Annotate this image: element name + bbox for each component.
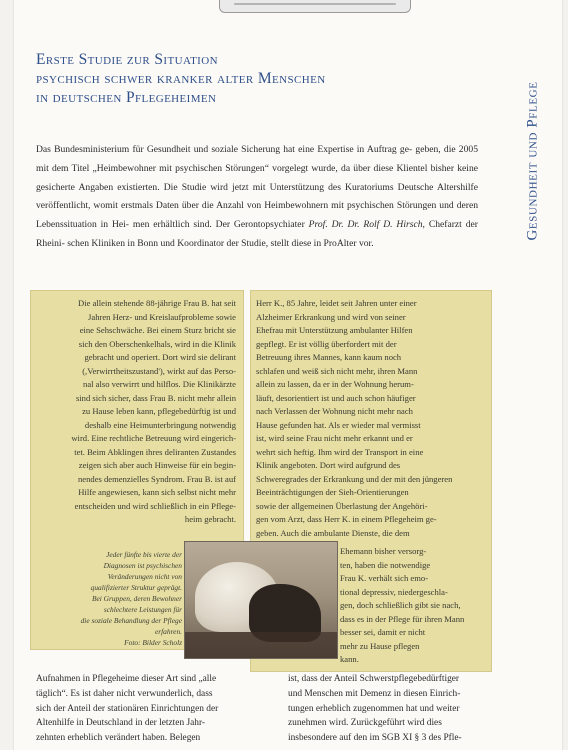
case-line: (,Verwirrtheitszustand'), wirkt auf das Perso- xyxy=(82,365,236,376)
caption-line: die soziale Behandlung der Pflege xyxy=(80,616,182,625)
case-line: Ehemann bisher versorg- xyxy=(340,546,427,556)
body-line: Altenhilfe in Deutschland in der letzten Jahr- xyxy=(36,718,206,729)
case-line: nendes demenzielles Syndrom. Frau B. ist auf xyxy=(78,473,236,484)
body-text-left xyxy=(36,672,246,746)
case-line: mehr zu Hause pflegen xyxy=(340,640,420,651)
body-line: tungen erheblich zugenommen hat und weiter xyxy=(288,703,460,714)
case-line: Hause gefunden hat. Als er wieder mal vermisst xyxy=(256,419,421,430)
case-line: nal also verwirrt und hilflos. Die Klinikärzte xyxy=(83,379,236,389)
case-line: nach Verlassen der Wohnung nicht mehr nach xyxy=(256,406,413,416)
case-line: sowie der allgemeinen Überlastung der Angehöri- xyxy=(256,500,428,511)
caption-line: Jeder fünfte bis vierte der xyxy=(106,550,182,559)
case-line: Hilfe angewiesen, kann sich selbst nicht mehr xyxy=(78,487,236,497)
case-line: gebracht und operiert. Dort wird sie delirant xyxy=(84,352,236,362)
caption-line: Bei Gruppen, deren Bewohner xyxy=(91,594,182,603)
case-line: gen vom Arzt, dass Herr K. in einem Pflegeheim ge- xyxy=(256,514,437,524)
case-line: zeigen sich aber auch Hinweise für ein begin- xyxy=(78,460,236,470)
case-line: kann. xyxy=(340,654,359,664)
intro-line: da über diese Klientel bisher keine gesicherte Angaben existierten. Die Studie wird jetzt mit xyxy=(36,162,478,193)
case-line: Ehefrau mit Unterstützung ambulanter Hilfen xyxy=(256,325,413,335)
case-line: heim gebracht. xyxy=(184,514,236,524)
article-title xyxy=(36,50,476,107)
case-line: wird. Eine rechtliche Betreuung wird eingerich- xyxy=(71,433,236,443)
case-line: Die allein stehende 88-jährige Frau B. hat seit xyxy=(78,298,236,308)
case-line: zu Hause leben kann, pflegebedürftig ist und xyxy=(82,406,236,416)
body-text-right xyxy=(288,672,492,746)
intro-line: schen Kliniken in Bonn und Koordinator der Studie, stellt diese in ProAlter vor. xyxy=(67,237,374,249)
body-line: sich der Anteil der stationären Einrichtungen der xyxy=(36,703,219,714)
intro-line: Unterstützung des Kuratoriums Deutsche Altershilfe veröffentlicht, womit erstmals Daten über xyxy=(36,181,478,212)
body-line: täglich“. Es ist daher nicht verwunderlich, dass xyxy=(36,688,213,699)
case-line: Herr K., 85 Jahre, leidet seit Jahren unter einer xyxy=(256,298,417,308)
case-line: eine Sehschwäche. Bei einem Sturz bricht sie xyxy=(79,325,236,335)
case-line: gepflegt. Er ist völlig überfordert mit der xyxy=(256,338,397,349)
caption-line: Veränderungen nicht von xyxy=(107,572,182,581)
binder-clip xyxy=(219,0,411,13)
intro-line: men erhältlich sind. Der Gerontopsychiater xyxy=(132,219,305,231)
section-label xyxy=(515,46,551,276)
photo-shadow xyxy=(185,632,337,658)
case-line: ten, haben die notwendige xyxy=(340,559,431,570)
case-line: wehrt sich heftig. Ihm wird der Transport in eine xyxy=(256,446,424,457)
intro-line: Das Bundesministerium für Gesundheit und soziale Sicherung hat eine Expertise in Auftrag ge- xyxy=(36,144,413,155)
case-line: Schweregrades der Erkrankung und der mit den jüngeren xyxy=(256,473,453,484)
case-line: läuft, desorientiert ist und auch schon häufiger xyxy=(256,392,416,403)
case-line: geben. Auch die ambulante Dienste, die dem xyxy=(256,527,410,538)
case-text-left xyxy=(36,297,236,527)
case-line: allein zu lassen, da er in der Wohnung herum- xyxy=(256,379,414,389)
case-line: tet. Beim Abklingen ihres deliranten Zustandes xyxy=(74,446,236,457)
section-label-text: Gesundheit und Pflege xyxy=(524,81,541,241)
caption-line: schlechtere Leistungen für xyxy=(103,605,182,614)
caption-line: Diagnosen ist psychischen xyxy=(103,561,182,570)
photo-caption xyxy=(56,549,182,648)
body-line: zehnten erheblich verändert haben. Belegen xyxy=(36,733,201,744)
case-line: sich den Oberschenkelhals, wird in die Klinik xyxy=(78,338,236,349)
case-line: gen, doch schließlich gibt sie nach, xyxy=(340,600,461,610)
case-line: Beeinträchtigungen der Sieh-Orientierungen xyxy=(256,487,409,497)
case-line: tional depressiv, niedergeschla- xyxy=(340,586,448,597)
case-line: Klinik angeboten. Dort wird aufgrund des xyxy=(256,460,401,470)
body-line: und Menschen mit Demenz in diesen Einrich- xyxy=(288,688,461,699)
article-photo xyxy=(184,541,338,659)
intro-line: geben, die 2005 mit dem Titel „Heimbewohner mit psychischen Störungen“ vorgelegt wurde, xyxy=(36,144,478,174)
body-line: insbesondere auf den im SGB XI § 3 des Pfle- xyxy=(288,733,462,744)
case-line: sind sich sicher, dass Frau B. nicht mehr allein xyxy=(75,392,236,403)
case-line: Jahren Herz- und Kreislaufprobleme sowie xyxy=(88,311,236,322)
case-line: Frau K. verhält sich emo- xyxy=(340,573,429,583)
intro-line: die Anzahl von Heimbewohnern mit psychischen Störungen und deren Lebenssituation in Hei- xyxy=(36,200,478,231)
intro-author: Prof. Dr. Dr. Rolf D. Hirsch xyxy=(308,219,423,231)
case-line: besser sei, damit er nicht xyxy=(340,627,426,637)
title-line: psychisch schwer kranker alter Menschen xyxy=(36,70,326,87)
case-line: deshalb eine Heimunterbringung notwendig xyxy=(84,419,236,430)
caption-line: erfahren. xyxy=(154,627,182,636)
case-text-right-tail xyxy=(340,545,484,667)
title-line: in deutschen Pflegeheimen xyxy=(36,89,217,106)
case-line: ist, wird seine Frau nicht mehr erkannt und er xyxy=(256,433,413,443)
case-line: Betreuung ihres Mannes, kann kaum noch xyxy=(256,352,402,362)
body-line: Aufnahmen in Pflegeheime dieser Art sind „alle xyxy=(36,674,217,684)
case-line: entscheiden und wird schließlich in ein Pflege- xyxy=(74,500,236,511)
case-text-right xyxy=(256,297,486,540)
case-line: Alzheimer Erkrankung und wird von seiner xyxy=(256,311,406,322)
case-line: dass es in der Pflege für ihren Mann xyxy=(340,613,465,624)
caption-line: qualifizierter Struktur geprägt. xyxy=(90,583,182,592)
title-line: Erste Studie zur Situation xyxy=(36,51,218,68)
body-line: ist, dass der Anteil Schwerstpflegebedürftiger xyxy=(288,674,460,684)
intro-line: , Chefarzt der Rheini- xyxy=(36,219,478,249)
body-line: zunehmen wird. Zurückgeführt wird dies xyxy=(288,718,442,729)
case-line: schlafen und weiß sich nicht mehr, ihren Mann xyxy=(256,365,418,376)
photo-credit: Foto: Bilder Scholz xyxy=(124,638,182,647)
intro-paragraph xyxy=(36,141,478,254)
